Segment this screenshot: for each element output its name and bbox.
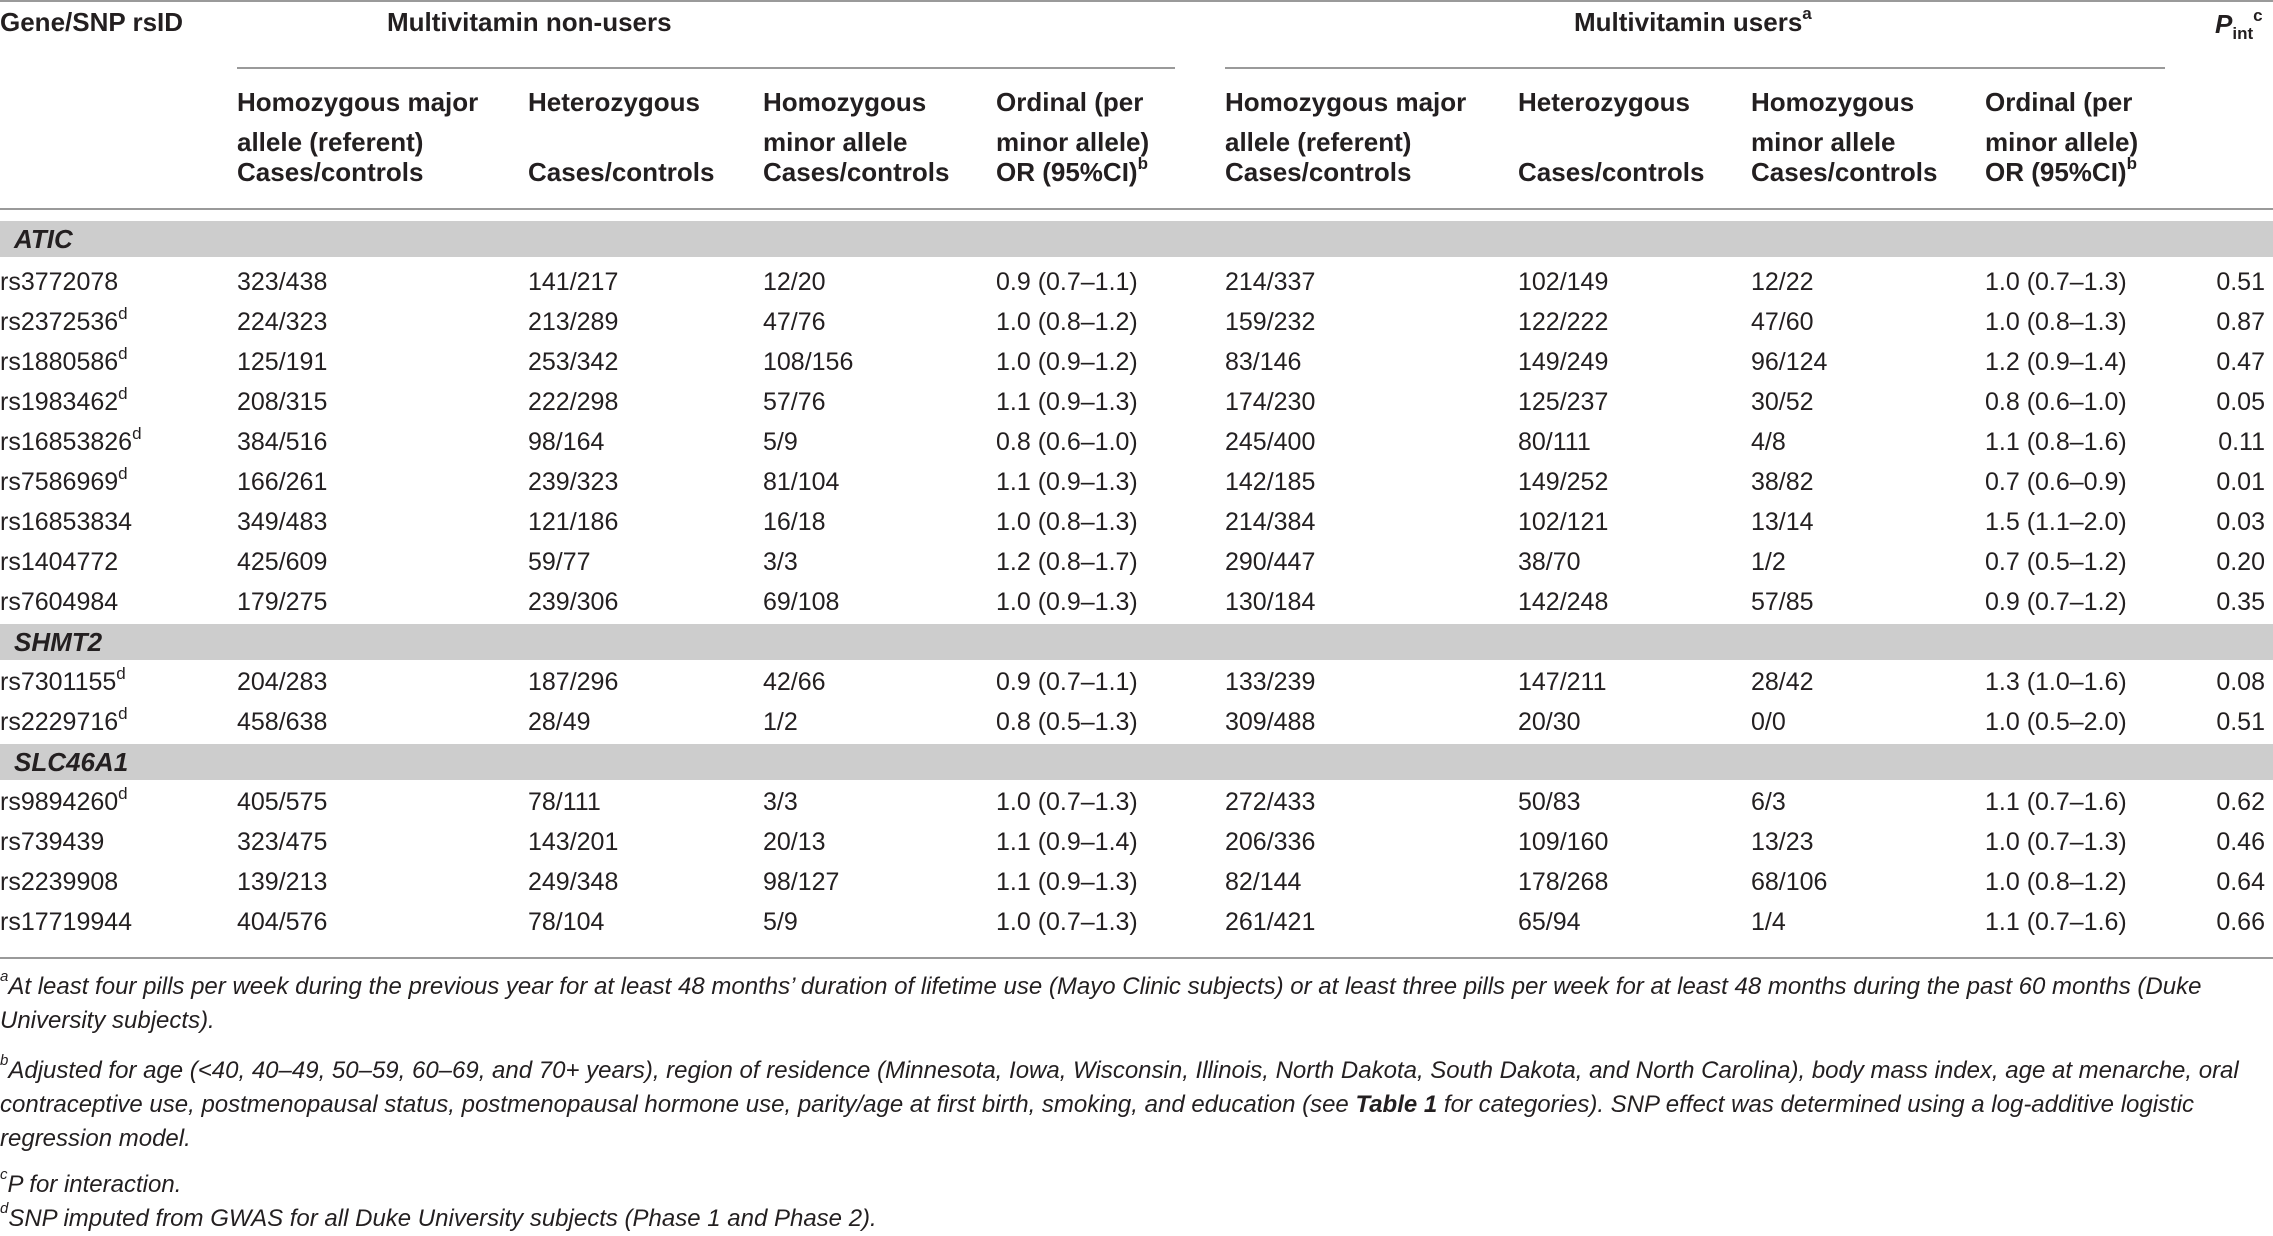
table-cell: 261/421 <box>1225 908 1316 936</box>
table-cell: 1.2 (0.8–1.7) <box>996 548 1138 576</box>
table-cell: 1.2 (0.9–1.4) <box>1985 348 2127 376</box>
table-cell: 3/3 <box>763 788 798 816</box>
table-cell: 213/289 <box>528 308 619 336</box>
table-cell: 206/336 <box>1225 828 1316 856</box>
group-header-atic: ATIC <box>0 221 2273 257</box>
table-top-rule <box>0 0 2273 2</box>
table-cell: 82/144 <box>1225 868 1302 896</box>
table-cell: 38/82 <box>1751 468 1814 496</box>
table-cell: 16/18 <box>763 508 826 536</box>
table-cell: 290/447 <box>1225 548 1316 576</box>
table-cell: 214/384 <box>1225 508 1316 536</box>
table-cell: 5/9 <box>763 428 798 456</box>
table-cell: 13/23 <box>1751 828 1814 856</box>
table-cell: 179/275 <box>237 588 328 616</box>
snp-id: rs16853826$^d$ <box>0 423 142 456</box>
table-cell: 142/248 <box>1518 588 1609 616</box>
table-cell: 47/60 <box>1751 308 1814 336</box>
table-cell: 249/348 <box>528 868 619 896</box>
table-cell: 1/2 <box>763 708 798 736</box>
table-cell: 122/222 <box>1518 308 1609 336</box>
snp-id: rs7586969$^d$ <box>0 463 128 496</box>
table-row <box>0 902 2273 942</box>
table-cell: 1.0 (0.7–1.3) <box>996 908 1138 936</box>
table-cell: 1.0 (0.5–2.0) <box>1985 708 2127 736</box>
table-cell: 142/185 <box>1225 468 1316 496</box>
table-cell: 0.47 <box>2216 348 2265 376</box>
users-spanner-rule <box>1225 67 2165 69</box>
table-cell: 0.8 (0.6–1.0) <box>1985 388 2127 416</box>
table-cell: 239/306 <box>528 588 619 616</box>
table-cell: 125/191 <box>237 348 328 376</box>
nonusers-col-major: Homozygous major allele (referent) Cases/controls <box>237 87 479 187</box>
table-cell: 425/609 <box>237 548 328 576</box>
table-cell: 57/76 <box>763 388 826 416</box>
table-cell: 214/337 <box>1225 268 1316 296</box>
snp-id: rs2372536$^d$ <box>0 303 128 336</box>
table-cell: 102/149 <box>1518 268 1609 296</box>
table-cell: 6/3 <box>1751 788 1786 816</box>
table-cell: 149/252 <box>1518 468 1609 496</box>
table-cell: 130/184 <box>1225 588 1316 616</box>
table-cell: 245/400 <box>1225 428 1316 456</box>
snp-id: rs739439 <box>0 828 105 856</box>
table-cell: 1.1 (0.7–1.6) <box>1985 788 2127 816</box>
table-cell: 384/516 <box>237 428 328 456</box>
table-cell: 69/108 <box>763 588 840 616</box>
table-cell: 59/77 <box>528 548 591 576</box>
snp-id: rs1880586$^d$ <box>0 343 128 376</box>
table-row <box>0 782 2273 822</box>
footnote-c: $^c$P for interaction. <box>0 1166 182 1198</box>
table-cell: 20/30 <box>1518 708 1581 736</box>
table-cell: 224/323 <box>237 308 328 336</box>
table-cell: 0.64 <box>2216 868 2265 896</box>
table-cell: 12/20 <box>763 268 826 296</box>
table-cell: 98/127 <box>763 868 840 896</box>
table-cell: 149/249 <box>1518 348 1609 376</box>
group-header-shmt2: SHMT2 <box>0 624 2273 660</box>
table-cell: 30/52 <box>1751 388 1814 416</box>
table-cell: 78/104 <box>528 908 605 936</box>
table-cell: 1.0 (0.8–1.2) <box>1985 868 2127 896</box>
table-cell: 458/638 <box>237 708 328 736</box>
table-cell: 81/104 <box>763 468 840 496</box>
table-cell: 309/488 <box>1225 708 1316 736</box>
table-cell: 0.8 (0.5–1.3) <box>996 708 1138 736</box>
table-cell: 80/111 <box>1518 428 1591 456</box>
table-cell: 0.01 <box>2216 468 2265 496</box>
snp-id: rs3772078 <box>0 268 119 296</box>
table-cell: 1.0 (0.7–1.3) <box>1985 268 2127 296</box>
table-cell: 204/283 <box>237 668 328 696</box>
table-cell: 50/83 <box>1518 788 1581 816</box>
table-cell: 1.1 (0.7–1.6) <box>1985 908 2127 936</box>
nonusers-col-het: Heterozygous Cases/controls <box>528 87 715 187</box>
table-cell: 147/211 <box>1518 668 1607 696</box>
table-cell: 208/315 <box>237 388 328 416</box>
table-cell: 1.3 (1.0–1.6) <box>1985 668 2127 696</box>
users-group-header: Multivitamin users$^a$ <box>1574 4 1812 37</box>
table-cell: 323/438 <box>237 268 328 296</box>
table-cell: 4/8 <box>1751 428 1786 456</box>
table-cell: 125/237 <box>1518 388 1609 416</box>
table-cell: 3/3 <box>763 548 798 576</box>
table-cell: 239/323 <box>528 468 619 496</box>
footnote-a: $^a$At least four pills per week during the previous year for at least 48 months’ duration of lifetime use (Mayo Clinic subjects) or at least three pills per week for at least 48 months during the past 60 months (Duke University subjects). <box>0 968 2202 1034</box>
table-cell: 0.11 <box>2218 428 2265 456</box>
snp-id: rs7604984 <box>0 588 119 616</box>
table-cell: 187/296 <box>528 668 619 696</box>
table-row <box>0 502 2273 542</box>
table-row <box>0 462 2273 502</box>
snp-id: rs2239908 <box>0 868 119 896</box>
table-cell: 1.0 (0.8–1.3) <box>996 508 1138 536</box>
table-cell: 0.9 (0.7–1.1) <box>996 268 1138 296</box>
table-cell: 65/94 <box>1518 908 1581 936</box>
table-bottom-rule <box>0 957 2273 959</box>
nonusers-group-header: Multivitamin non-users <box>387 7 672 37</box>
table-cell: 0.20 <box>2216 548 2265 576</box>
table-cell: 0.35 <box>2216 588 2265 616</box>
snp-id: rs7301155$^d$ <box>0 663 126 696</box>
table-cell: 0.7 (0.6–0.9) <box>1985 468 2127 496</box>
snp-id: rs1404772 <box>0 548 119 576</box>
table-cell: 1.0 (0.8–1.2) <box>996 308 1138 336</box>
table-cell: 28/49 <box>528 708 591 736</box>
table-cell: 1.5 (1.1–2.0) <box>1985 508 2127 536</box>
table-cell: 222/298 <box>528 388 619 416</box>
table-cell: 166/261 <box>237 468 328 496</box>
table-cell: 0.08 <box>2216 668 2265 696</box>
table-cell: 0.9 (0.7–1.2) <box>1985 588 2127 616</box>
table-row <box>0 702 2273 742</box>
table-cell: 1.0 (0.9–1.2) <box>996 348 1138 376</box>
table-cell: 1.1 (0.9–1.3) <box>996 868 1138 896</box>
table-row <box>0 822 2273 862</box>
table-row <box>0 582 2273 622</box>
nonusers-spanner-rule <box>237 67 1175 69</box>
table-cell: 253/342 <box>528 348 619 376</box>
table-cell: 1.1 (0.8–1.6) <box>1985 428 2127 456</box>
table-cell: 349/483 <box>237 508 328 536</box>
users-col-or: Ordinal (per minor allele) OR $(95\%CI)^b$ <box>1985 87 2139 187</box>
group-header-slc46a1: SLC46A1 <box>0 744 2273 780</box>
table-row <box>0 542 2273 582</box>
table-cell: 57/85 <box>1751 588 1814 616</box>
table-cell: 0.51 <box>2216 268 2265 296</box>
users-col-minor: Homozygous minor allele Cases/controls <box>1751 87 1938 187</box>
table-cell: 102/121 <box>1518 508 1609 536</box>
table-row <box>0 302 2273 342</box>
table-cell: 0.8 (0.6–1.0) <box>996 428 1138 456</box>
table-cell: 78/111 <box>528 788 601 816</box>
table-cell: 1.1 (0.9–1.3) <box>996 468 1138 496</box>
table-cell: 0.46 <box>2216 828 2265 856</box>
table-cell: 1.0 (0.7–1.3) <box>996 788 1138 816</box>
table-cell: 133/239 <box>1225 668 1316 696</box>
table-cell: 143/201 <box>528 828 619 856</box>
table-cell: 1.0 (0.9–1.3) <box>996 588 1138 616</box>
table-cell: 13/14 <box>1751 508 1814 536</box>
table-cell: 20/13 <box>763 828 826 856</box>
nonusers-col-minor: Homozygous minor allele Cases/controls <box>763 87 950 187</box>
snp-id: rs17719944 <box>0 908 133 936</box>
nonusers-col-or: Ordinal (per minor allele) OR $(95\%CI)^b$ <box>996 87 1150 187</box>
users-col-het: Heterozygous Cases/controls <box>1518 87 1705 187</box>
table-cell: 404/576 <box>237 908 328 936</box>
table-cell: 68/106 <box>1751 868 1828 896</box>
table-cell: 121/186 <box>528 508 619 536</box>
table-cell: 5/9 <box>763 908 798 936</box>
snp-id: rs2229716$^d$ <box>0 703 128 736</box>
table-row <box>0 382 2273 422</box>
table-cell: 108/156 <box>763 348 854 376</box>
table-cell: 96/124 <box>1751 348 1828 376</box>
table-cell: 0.7 (0.5–1.2) <box>1985 548 2127 576</box>
table-cell: 0.66 <box>2216 908 2265 936</box>
table-cell: 174/230 <box>1225 388 1316 416</box>
table-cell: 42/66 <box>763 668 826 696</box>
table-cell: 1/2 <box>1751 548 1786 576</box>
gene-snp-header: Gene/SNP rsID <box>0 7 184 37</box>
table-cell: 83/146 <box>1225 348 1302 376</box>
table-row <box>0 342 2273 382</box>
table-cell: 0.51 <box>2216 708 2265 736</box>
table-cell: 38/70 <box>1518 548 1581 576</box>
footnote-d: $^d$SNP imputed from GWAS for all Duke University subjects (Phase 1 and Phase 2). <box>0 1200 877 1232</box>
snp-id: rs16853834 <box>0 508 133 536</box>
table-cell: 0.05 <box>2216 388 2265 416</box>
table-cell: 139/213 <box>237 868 328 896</box>
table-cell: 272/433 <box>1225 788 1316 816</box>
table-row <box>0 662 2273 702</box>
header-bottom-rule <box>0 208 2273 210</box>
table-cell: 1.1 (0.9–1.3) <box>996 388 1138 416</box>
snp-id: rs1983462$^d$ <box>0 383 128 416</box>
table-cell: 323/475 <box>237 828 328 856</box>
pint-header: $P_{int}^c$ <box>2215 6 2263 44</box>
table-cell: 141/217 <box>528 268 619 296</box>
table-row <box>0 862 2273 902</box>
table-cell: 1.0 (0.8–1.3) <box>1985 308 2127 336</box>
table-cell: 405/575 <box>237 788 328 816</box>
table-cell: 1.1 (0.9–1.4) <box>996 828 1138 856</box>
table-cell: 1/4 <box>1751 908 1786 936</box>
table-cell: 0.03 <box>2216 508 2265 536</box>
table-cell: 0/0 <box>1751 708 1786 736</box>
table-cell: 159/232 <box>1225 308 1316 336</box>
table-cell: 1.0 (0.7–1.3) <box>1985 828 2127 856</box>
table-cell: 0.9 (0.7–1.1) <box>996 668 1138 696</box>
table-row <box>0 422 2273 462</box>
table-cell: 0.87 <box>2216 308 2265 336</box>
table-cell: 109/160 <box>1518 828 1609 856</box>
table-cell: 0.62 <box>2216 788 2265 816</box>
footnote-b: $^b$Adjusted for age (<40, 40–49, 50–59, 60–69, and 70+ years), region of residence (Minnesota, Iowa, Wisconsin, Illinois, North Dakota, South Dakota, and North Carolina), body mass index, age at menarche, oral contraceptive use, postmenopausal status, postmenopausal hormone use, parity/age at first birth, smoking, and education (see Table 1 for categories). SNP effect was determined using a log-additive logistic regression model. <box>0 1052 2239 1152</box>
snp-id: rs9894260$^d$ <box>0 783 128 816</box>
table-cell: 178/268 <box>1518 868 1609 896</box>
table-cell: 12/22 <box>1751 268 1814 296</box>
table-row <box>0 262 2273 302</box>
table-cell: 98/164 <box>528 428 605 456</box>
table-cell: 28/42 <box>1751 668 1814 696</box>
users-col-major: Homozygous major allele (referent) Cases/controls <box>1225 87 1467 187</box>
table-cell: 47/76 <box>763 308 826 336</box>
